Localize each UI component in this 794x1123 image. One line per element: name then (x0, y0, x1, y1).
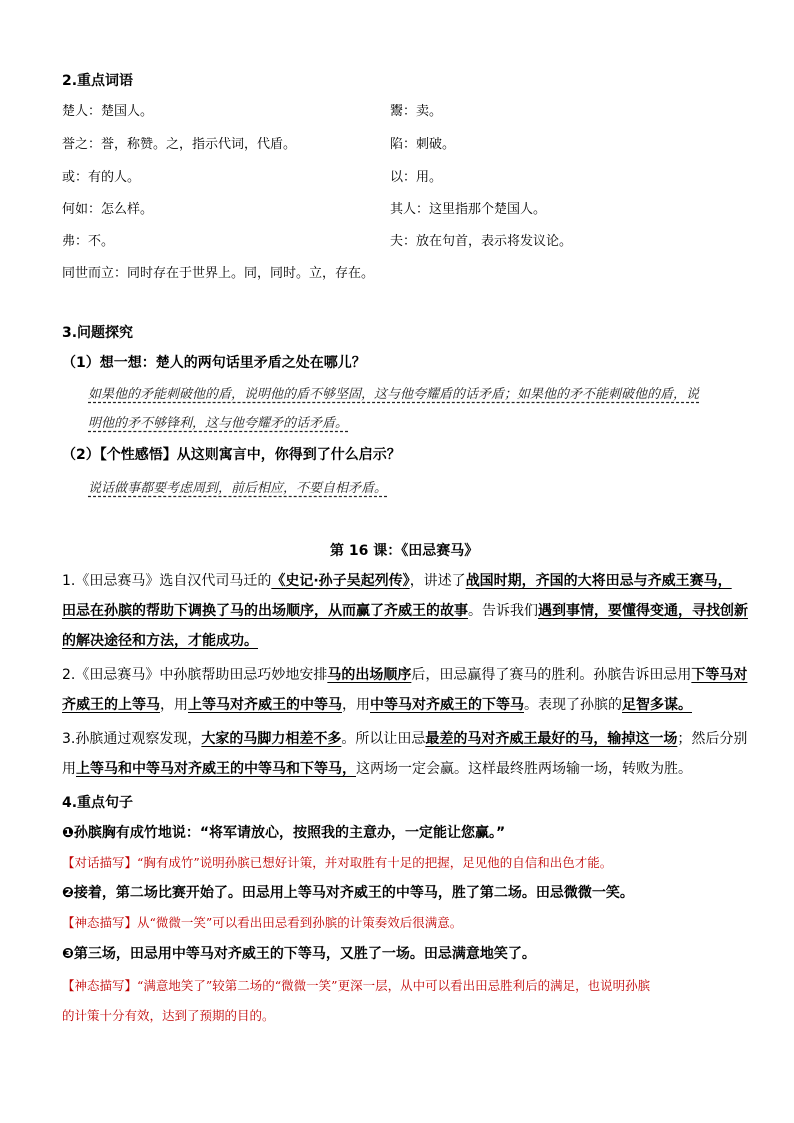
lesson-heading: 第 16 课：《田忌赛马》 (330, 543, 479, 559)
term-right-3: 以：用。 (390, 170, 443, 185)
term-last: 同世而立：同时存在于世界上。同，同时。立，存在。 (62, 266, 375, 281)
comment-3-line2: 的计策十分有效，达到了预期的目的。 (62, 1008, 275, 1023)
comment-3-tag: 【神态描写】 (62, 978, 138, 993)
key-sentence-2: ❷接着，第二场比赛开始了。田忌用上等马对齐威王的中等马，胜了第二场。田忌微微一笑。 (62, 885, 634, 901)
answer-2: 说话做事都要考虑周到，前后相应，不要自相矛盾。 (88, 481, 388, 496)
key-sentence-3: ❸第三场，田忌用中等马对齐威王的下等马，又胜了一场。田忌满意地笑了。 (62, 946, 536, 962)
term-left-3: 或：有的人。 (62, 170, 141, 185)
para1-line3: 的解决途径和方法，才能成功。 (62, 633, 258, 649)
comment-2: 【神态描写】从“微微一笑”可以看出田忌看到孙膑的计策奏效后很满意。 (62, 915, 463, 930)
term-left-1: 楚人：楚国人。 (62, 104, 154, 119)
comment-1: 【对话描写】“胸有成竹”说明孙膑已想好计策，并对取胜有十足的把握，足见他的自信和出色才能。 (62, 855, 613, 870)
section3-title: 3.问题探究 (62, 325, 134, 341)
term-right-1: 鬻：卖。 (390, 104, 443, 119)
term-left-5: 弗：不。 (62, 234, 115, 249)
para3-line2: 用上等马和中等马对齐威王的中等马和下等马，这两场一定会赢。这样最终胜两场输一场，转败为胜。 (62, 761, 692, 777)
term-left-4: 何如：怎么样。 (62, 202, 154, 217)
comment-3-line1: 【神态描写】“满意地笑了”较第二场的“微微一笑”更深一层，从中可以看出田忌胜利后的满足，也说明孙膑 (62, 978, 651, 993)
term-right-5: 夫：放在句首，表示将发议论。 (390, 234, 573, 249)
answer-1-line1: 如果他的矛能刺破他的盾，说明他的盾不够坚固，这与他夸耀盾的话矛盾；如果他的矛不能刺破他的盾，说 (88, 387, 700, 402)
term-left-2: 誉之：誉，称赞。之，指示代词，代盾。 (62, 137, 297, 152)
para2-line1: 2.《田忌赛马》中孙膑帮助田忌巧妙地安排马的出场顺序后，田忌赢得了赛马的胜利。孙膑告诉田忌用下等马对 (62, 667, 748, 683)
question-2: （2）【个性感悟】从这则寓言中，你得到了什么启示？ (62, 447, 401, 463)
term-right-2: 陷：刺破。 (390, 137, 456, 152)
key-sentences-title: 4.重点句子 (62, 795, 134, 811)
comment-1-tag: 【对话描写】 (62, 855, 138, 870)
para3-line1: 3.孙膑通过观察发现，大家的马脚力相差不多。所以让田忌最差的马对齐威王最好的马，输掉这一场；然后分别 (62, 731, 748, 747)
term-right-4: 其人：这里指那个楚国人。 (390, 202, 547, 217)
key-sentence-1: ❶孙膑胸有成竹地说：“将军请放心，按照我的主意办，一定能让您赢。” (62, 825, 506, 841)
para2-line2: 齐威王的上等马，用上等马对齐威王的中等马，用中等马对齐威王的下等马。表现了孙膑的足智多谋。 (62, 697, 692, 713)
para1-line1: 1.《田忌赛马》选自汉代司马迁的《史记·孙子吴起列传》，讲述了战国时期，齐国的大将田忌与齐威王赛马， (62, 573, 732, 589)
para1-line2: 田忌在孙膑的帮助下调换了马的出场顺序，从而赢了齐威王的故事。告诉我们遇到事情，要懂得变通，寻找创新 (62, 603, 748, 619)
comment-2-tag: 【神态描写】 (62, 915, 138, 930)
section2-title: 2.重点词语 (62, 73, 134, 89)
answer-1-line2: 明他的矛不够锋利，这与他夸耀矛的话矛盾。 (88, 416, 349, 431)
question-1: （1）想一想：楚人的两句话里矛盾之处在哪儿？ (62, 355, 366, 371)
